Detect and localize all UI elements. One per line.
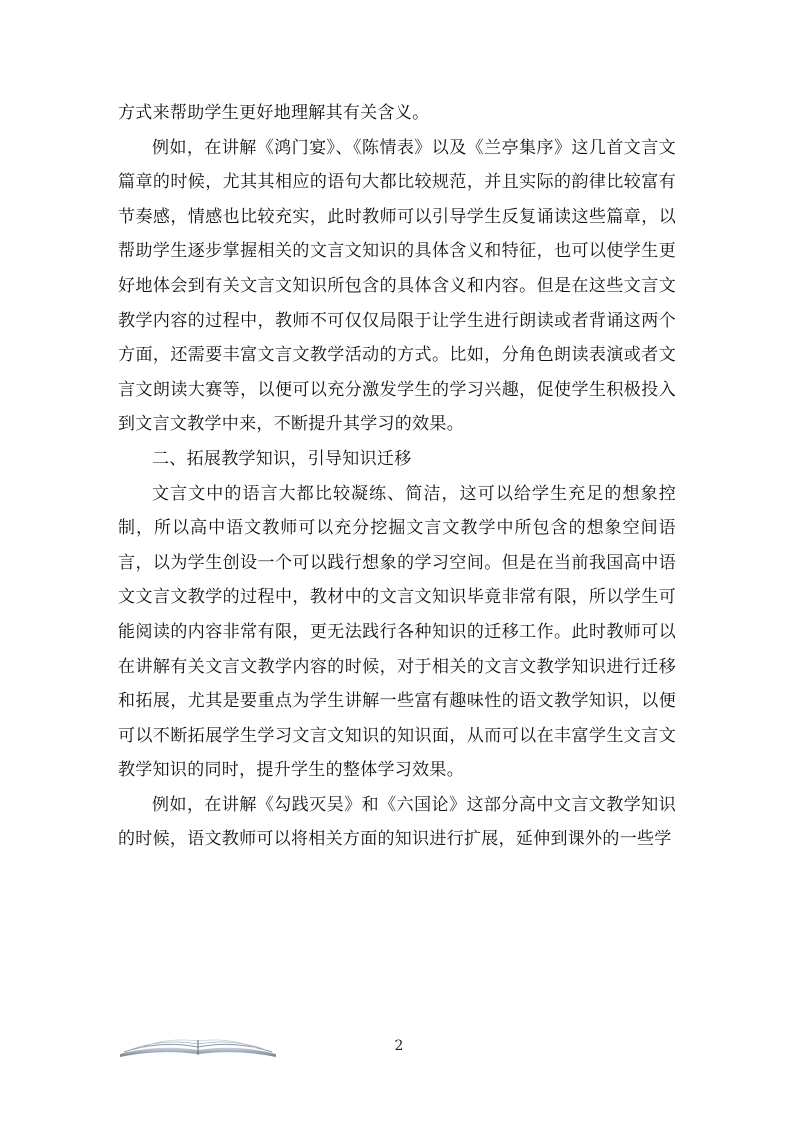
open-book-icon xyxy=(118,1030,278,1060)
section-heading: 二、拓展教学知识，引导知识迁移 xyxy=(152,448,412,469)
paragraph-continuation: 方式来帮助学生更好地理解其有关含义。 xyxy=(118,103,430,123)
page-number: 2 xyxy=(394,1038,404,1054)
paragraph-example-recitation: 例如，在讲解《鸿门宴》、《陈情表》以及《兰亭集序》这几首文言文篇章的时候，尤其其相应的语句大都比较规范，并且实际的韵律比较富有节奏感，情感也比较充实，此时教师可以引导学生反复诵读这些篇章，以帮助学生逐步掌握相关的文言文知识的具体含义和特征，也可以使学生更好地体会到有关文言文知识所包含的具体含义和内容。但是在这些文言文教学内容的过程中，教师不可仅仅局限于让学生进行朗读或者背诵这两个方面，还需要丰富文言文教学活动的方式。比如，分角色朗读表演或者文言文朗读大赛等，以便可以充分激发学生的学习兴趣，促使学生积极投入到文言文教学中来，不断提升其学习的效果。 xyxy=(118,137,676,435)
paragraph-example-extension: 例如，在讲解《勾践灭吴》和《六国论》这部分高中文言文教学知识的时候，语文教师可以将相关方面的知识进行扩展，延伸到课外的一些学 xyxy=(118,794,676,850)
paragraph-knowledge-transfer: 文言文中的语言大都比较凝练、简洁，这可以给学生充足的想象控制，所以高中语文教师可以充分挖掘文言文教学中所包含的想象空间语言，以为学生创设一个可以践行想象的学习空间。但是在当前我国高中语文文言文教学的过程中，教材中的文言文知识毕竟非常有限，所以学生可能阅读的内容非常有限，更无法践行各种知识的迁移工作。此时教师可以在讲解有关文言文教学内容的时候，对于相关的文言文教学知识进行迁移和拓展，尤其是要重点为学生讲解一些富有趣味性的语文教学知识，以便可以不断拓展学生学习文言文知识的知识面，从而可以在丰富学生文言文教学知识的同时，提升学生的整体学习效果。 xyxy=(118,483,676,781)
document-body xyxy=(118,96,676,857)
